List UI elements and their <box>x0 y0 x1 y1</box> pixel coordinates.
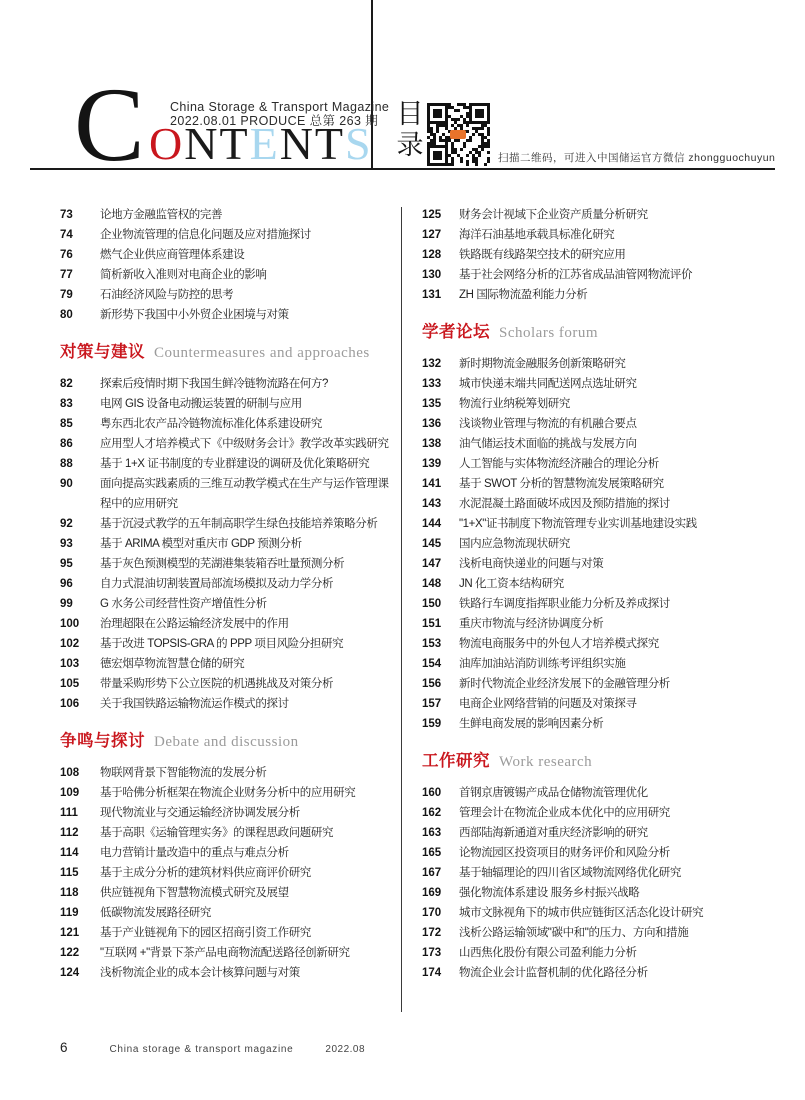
wordmark-letter: N <box>279 118 315 169</box>
toc-article-title: G 水务公司经营性资产增值性分析 <box>100 598 267 610</box>
toc-page-number: 143 <box>422 498 442 510</box>
toc-page-number: 82 <box>60 378 73 390</box>
toc-article-title: 基于沉浸式教学的五年制高职学生绿色技能培养策略分析 <box>100 518 378 530</box>
toc-article-title: 基于高职《运输管理实务》的课程思政问题研究 <box>100 827 334 839</box>
toc-page-number: 165 <box>422 847 442 859</box>
toc-article-title: 山西焦化股份有限公司盈利能力分析 <box>459 947 637 959</box>
toc-item <box>422 414 777 434</box>
toc-article-title: 新时期物流金融服务创新策略研究 <box>459 358 626 370</box>
toc-item <box>60 414 397 434</box>
toc-article-title: 德宏烟草物流智慧仓储的研究 <box>100 658 245 670</box>
toc-article-title: 浅谈物业管理与物流的有机融合要点 <box>459 418 637 430</box>
section-title-zh: 工作研究 <box>422 752 490 770</box>
toc-page-number: 88 <box>60 458 73 470</box>
toc-page-number: 83 <box>60 398 73 410</box>
toc-page-number: 125 <box>422 209 442 221</box>
toc-article-title: 基于产业链视角下的园区招商引资工作研究 <box>100 927 311 939</box>
footer-magazine-name: China storage & transport magazine <box>109 1044 294 1055</box>
toc-page-number: 121 <box>60 927 80 939</box>
toc-page-number: 73 <box>60 209 73 221</box>
section-header <box>60 339 397 366</box>
toc-page-number: 167 <box>422 867 442 879</box>
toc-page-number: 139 <box>422 458 442 470</box>
toc-article-title: 管理会计在物流企业成本优化中的应用研究 <box>459 807 670 819</box>
toc-item <box>422 285 777 305</box>
toc-label-vertical <box>393 99 427 161</box>
toc-item <box>422 883 777 903</box>
toc-article-title: "1+X"证书制度下物流管理专业实训基地建设实践 <box>459 518 697 530</box>
toc-label-char-2: 录 <box>396 130 424 160</box>
section-title-en: Countermeasures and approaches <box>154 345 370 361</box>
toc-page-number: 172 <box>422 927 442 939</box>
toc-article-title: 基于 1+X 证书制度的专业群建设的调研及优化策略研究 <box>100 458 370 470</box>
toc-item <box>422 494 777 514</box>
toc-item <box>60 474 397 514</box>
toc-page-number: 127 <box>422 229 442 241</box>
toc-item <box>422 803 777 823</box>
toc-article-title: 低碳物流发展路径研究 <box>100 907 211 919</box>
toc-item <box>422 394 777 414</box>
toc-item <box>60 454 397 474</box>
toc-page-number: 159 <box>422 718 442 730</box>
toc-page-number: 154 <box>422 658 442 670</box>
toc-page-number: 138 <box>422 438 442 450</box>
toc-page-number: 150 <box>422 598 442 610</box>
toc-article-title: 面向提高实践素质的三维互动教学模式在生产与运作管理课程中的应用研究 <box>100 478 389 510</box>
toc-item <box>60 843 397 863</box>
toc-page-number: 136 <box>422 418 442 430</box>
toc-article-title: 财务会计视域下企业资产质量分析研究 <box>459 209 648 221</box>
toc-page-number: 114 <box>60 847 79 859</box>
wordmark-initial: C <box>74 66 145 183</box>
toc-item <box>60 285 397 305</box>
toc-article-title: 人工智能与实体物流经济融合的理论分析 <box>459 458 659 470</box>
toc-page-number: 106 <box>60 698 80 710</box>
toc-item <box>60 803 397 823</box>
section-title-zh: 学者论坛 <box>422 323 490 341</box>
toc-item <box>60 863 397 883</box>
toc-item <box>422 514 777 534</box>
qr-caption: 扫描二维码，可进入中国储运官方微信 zhongguochuyun <box>498 152 776 164</box>
toc-item <box>422 354 777 374</box>
wordmark-letter: N <box>184 118 220 169</box>
toc-page-number: 76 <box>60 249 73 261</box>
toc-article-title: 电力营销计量改造中的重点与难点分析 <box>100 847 289 859</box>
toc-item <box>60 903 397 923</box>
toc-page-number: 144 <box>422 518 442 530</box>
toc-page-number: 118 <box>60 887 79 899</box>
toc-page-number: 74 <box>60 229 73 241</box>
section-title-en: Work research <box>499 754 593 770</box>
toc-column-left <box>60 205 397 983</box>
section-header <box>422 319 777 346</box>
toc-item <box>60 225 397 245</box>
toc-article-title: 浅析电商快递业的问题与对策 <box>459 558 604 570</box>
toc-article-title: 生鲜电商发展的影响因素分析 <box>459 718 604 730</box>
toc-item <box>422 823 777 843</box>
toc-article-title: 探索后疫情时期下我国生鲜冷链物流路在何方? <box>100 378 328 390</box>
footer-issue: 2022.08 <box>325 1044 366 1055</box>
toc-item <box>422 225 777 245</box>
toc-item <box>422 863 777 883</box>
toc-page-number: 86 <box>60 438 73 450</box>
toc-article-title: 浅析公路运输领域"碳中和"的压力、方向和措施 <box>459 927 689 939</box>
wordmark-letter: O <box>149 118 185 169</box>
toc-article-title: 基于社会网络分析的江苏省成品油管网物流评价 <box>459 269 693 281</box>
toc-item <box>60 694 397 714</box>
wordmark-letter: S <box>345 118 373 169</box>
wordmark-letter: T <box>219 118 250 169</box>
toc-item <box>60 594 397 614</box>
toc-page-number: 111 <box>60 807 78 819</box>
toc-item <box>60 574 397 594</box>
toc-article-title: 基于改进 TOPSIS-GRA 的 PPP 项目风险分担研究 <box>100 638 344 650</box>
toc-page-number: 163 <box>422 827 442 839</box>
toc-item <box>60 634 397 654</box>
toc-article-title: "互联网 +"背景下茶产品电商物流配送路径创新研究 <box>100 947 350 959</box>
section-title-en: Scholars forum <box>499 325 599 341</box>
toc-page-number: 135 <box>422 398 442 410</box>
toc-item <box>422 474 777 494</box>
toc-item <box>60 205 397 225</box>
toc-article-title: 电商企业网络营销的问题及对策探寻 <box>459 698 637 710</box>
toc-page-number: 124 <box>60 967 80 979</box>
toc-item <box>60 923 397 943</box>
footer-page-number: 6 <box>60 1040 68 1055</box>
toc-item <box>422 594 777 614</box>
toc-article-title: 铁路行车调度指挥职业能力分析及养成探讨 <box>459 598 670 610</box>
section-title-zh: 争鸣与探讨 <box>60 732 145 750</box>
toc-article-title: 油库加油站消防训练考评组织实施 <box>459 658 626 670</box>
toc-item <box>60 783 397 803</box>
toc-item <box>422 694 777 714</box>
toc-item <box>60 514 397 534</box>
toc-item <box>60 963 397 983</box>
toc-item <box>422 534 777 554</box>
toc-item <box>422 634 777 654</box>
wordmark-letter: E <box>249 118 280 169</box>
toc-page-number: 108 <box>60 767 80 779</box>
toc-article-title: 海洋石油基地承载具标准化研究 <box>459 229 615 241</box>
toc-article-title: 物联网背景下智能物流的发展分析 <box>100 767 267 779</box>
toc-item <box>60 883 397 903</box>
toc-article-title: 新时代物流企业经济发展下的金融管理分析 <box>459 678 670 690</box>
toc-article-title: 石油经济风险与防控的思考 <box>100 289 234 301</box>
toc-page-number: 147 <box>422 558 442 570</box>
toc-page-number: 80 <box>60 309 73 321</box>
toc-item <box>422 374 777 394</box>
toc-item <box>422 654 777 674</box>
toc-article-title: 重庆市物流与经济协调度分析 <box>459 618 604 630</box>
toc-item <box>422 843 777 863</box>
toc-article-title: 城市文脉视角下的城市供应链街区活态化设计研究 <box>459 907 704 919</box>
toc-article-title: JN 化工资本结构研究 <box>459 578 564 590</box>
toc-page-number: 99 <box>60 598 73 610</box>
toc-page-number: 77 <box>60 269 73 281</box>
toc-item <box>422 554 777 574</box>
toc-item <box>60 943 397 963</box>
toc-page-number: 95 <box>60 558 73 570</box>
toc-article-title: 城市快递末端共同配送网点选址研究 <box>459 378 637 390</box>
toc-article-title: 物流电商服务中的外包人才培养模式探究 <box>459 638 659 650</box>
section-title-en: Debate and discussion <box>154 734 299 750</box>
toc-page-number: 157 <box>422 698 442 710</box>
toc-item <box>422 714 777 734</box>
toc-item <box>60 374 397 394</box>
toc-article-title: 物流行业纳税筹划研究 <box>459 398 570 410</box>
toc-article-title: 电网 GIS 设备电动搬运装置的研制与应用 <box>100 398 302 410</box>
toc-page-number: 112 <box>60 827 79 839</box>
toc-item <box>422 574 777 594</box>
toc-page-number: 122 <box>60 947 80 959</box>
toc-page-number: 85 <box>60 418 73 430</box>
toc-article-title: 基于轴辐理论的四川省区域物流网络优化研究 <box>459 867 681 879</box>
toc-article-title: 首钢京唐镀锡产成品仓储物流管理优化 <box>459 787 648 799</box>
toc-article-title: 关于我国铁路运输物流运作模式的探讨 <box>100 698 289 710</box>
toc-article-title: 西部陆海新通道对重庆经济影响的研究 <box>459 827 648 839</box>
toc-article-title: 铁路既有线路架空技术的研究应用 <box>459 249 626 261</box>
toc-page-number: 115 <box>60 867 79 879</box>
toc-label-char-1: 目 <box>396 99 424 129</box>
toc-article-title: 水泥混凝土路面破坏成因及预防措施的探讨 <box>459 498 670 510</box>
toc-article-title: 供应链视角下智慧物流模式研究及展望 <box>100 887 289 899</box>
toc-article-title: 基于灰色预测模型的芜湖港集装箱吞吐量预测分析 <box>100 558 345 570</box>
toc-page-number: 102 <box>60 638 80 650</box>
toc-page-number: 103 <box>60 658 80 670</box>
toc-article-title: 论物流园区投资项目的财务评价和风险分析 <box>459 847 670 859</box>
toc-page-number: 145 <box>422 538 442 550</box>
section-header <box>60 728 397 755</box>
wordmark-letter: T <box>314 118 346 169</box>
toc-item <box>60 674 397 694</box>
toc-page-number: 109 <box>60 787 80 799</box>
toc-article-title: 简析新收入准则对电商企业的影响 <box>100 269 267 281</box>
toc-article-title: 燃气企业供应商管理体系建设 <box>100 249 245 261</box>
toc-page-number: 93 <box>60 538 73 550</box>
toc-page-number: 90 <box>60 478 73 490</box>
toc-page-number: 132 <box>422 358 442 370</box>
toc-page-number: 174 <box>422 967 442 979</box>
toc-page-number: 92 <box>60 518 73 530</box>
toc-article-title: 强化物流体系建设 服务乡村振兴战略 <box>459 887 640 899</box>
footer <box>60 1040 365 1055</box>
toc-item <box>60 554 397 574</box>
toc-page-number: 148 <box>422 578 442 590</box>
toc-column-right <box>422 205 777 983</box>
toc-item <box>422 614 777 634</box>
toc-item <box>422 903 777 923</box>
toc-item <box>60 534 397 554</box>
toc-item <box>60 823 397 843</box>
toc-page-number: 141 <box>422 478 442 490</box>
toc-page-number: 156 <box>422 678 442 690</box>
toc-item <box>422 454 777 474</box>
toc-page-number: 151 <box>422 618 442 630</box>
toc-page-number: 96 <box>60 578 73 590</box>
toc-item <box>422 245 777 265</box>
toc-item <box>422 963 777 983</box>
toc-item <box>422 674 777 694</box>
magazine-issue-line: 2022.08.01 PRODUCE 总第 263 期 <box>170 113 379 128</box>
toc-item <box>60 305 397 325</box>
toc-article-title: 治理超限在公路运输经济发展中的作用 <box>100 618 289 630</box>
toc-article-title: 基于哈佛分析框架在物流企业财务分析中的应用研究 <box>100 787 356 799</box>
toc-item <box>422 943 777 963</box>
toc-item <box>60 614 397 634</box>
toc-article-title: 粤东西北农产品冷链物流标准化体系建设研究 <box>100 418 322 430</box>
toc-page-number: 100 <box>60 618 80 630</box>
magazine-name-line: China Storage & Transport Magazine <box>170 100 390 114</box>
section-title-zh: 对策与建议 <box>60 343 145 361</box>
toc-page-number: 131 <box>422 289 442 301</box>
toc-item <box>422 265 777 285</box>
toc-item <box>422 783 777 803</box>
toc-item <box>60 763 397 783</box>
toc-item <box>422 205 777 225</box>
toc-page-number: 128 <box>422 249 442 261</box>
toc-page-number: 79 <box>60 289 73 301</box>
toc-article-title: 油气储运技术面临的挑战与发展方向 <box>459 438 637 450</box>
toc-article-title: 物流企业会计监督机制的优化路径分析 <box>459 967 648 979</box>
qr-code-icon <box>427 103 490 166</box>
toc-item <box>60 394 397 414</box>
toc-article-title: 论地方金融监管权的完善 <box>100 209 223 221</box>
toc-article-title: 国内应急物流现状研究 <box>459 538 570 550</box>
toc-page-number: 160 <box>422 787 442 799</box>
toc-page-number: 130 <box>422 269 442 281</box>
toc-page-number: 105 <box>60 678 80 690</box>
toc-item <box>60 654 397 674</box>
toc-article-title: ZH 国际物流盈利能力分析 <box>459 289 588 301</box>
toc-page-number: 173 <box>422 947 442 959</box>
toc-item <box>60 434 397 454</box>
toc-article-title: 基于主成分分析的建筑材料供应商评价研究 <box>100 867 311 879</box>
section-header <box>422 748 777 775</box>
toc-article-title: 新形势下我国中小外贸企业困境与对策 <box>100 309 289 321</box>
toc-article-title: 现代物流业与交通运输经济协调发展分析 <box>100 807 300 819</box>
toc-page-number: 153 <box>422 638 442 650</box>
toc-item <box>422 434 777 454</box>
toc-article-title: 应用型人才培养模式下《中级财务会计》教学改革实践研究 <box>100 438 389 450</box>
toc-page-number: 169 <box>422 887 442 899</box>
toc-article-title: 浅析物流企业的成本会计核算问题与对策 <box>100 967 300 979</box>
toc-item <box>422 923 777 943</box>
toc-item <box>60 245 397 265</box>
toc-page-number: 133 <box>422 378 442 390</box>
toc-article-title: 基于 SWOT 分析的智慧物流发展策略研究 <box>459 478 664 490</box>
toc-page-number: 170 <box>422 907 442 919</box>
toc-article-title: 自力式混油切割装置局部流场模拟及动力学分析 <box>100 578 334 590</box>
toc-page-number: 162 <box>422 807 442 819</box>
toc-item <box>60 265 397 285</box>
toc-article-title: 企业物流管理的信息化问题及应对措施探讨 <box>100 229 311 241</box>
toc-article-title: 基于 ARIMA 模型对重庆市 GDP 预测分析 <box>100 538 302 550</box>
toc-article-title: 带量采购形势下公立医院的机遇挑战及对策分析 <box>100 678 334 690</box>
column-divider <box>401 207 402 1012</box>
toc-page-number: 119 <box>60 907 79 919</box>
